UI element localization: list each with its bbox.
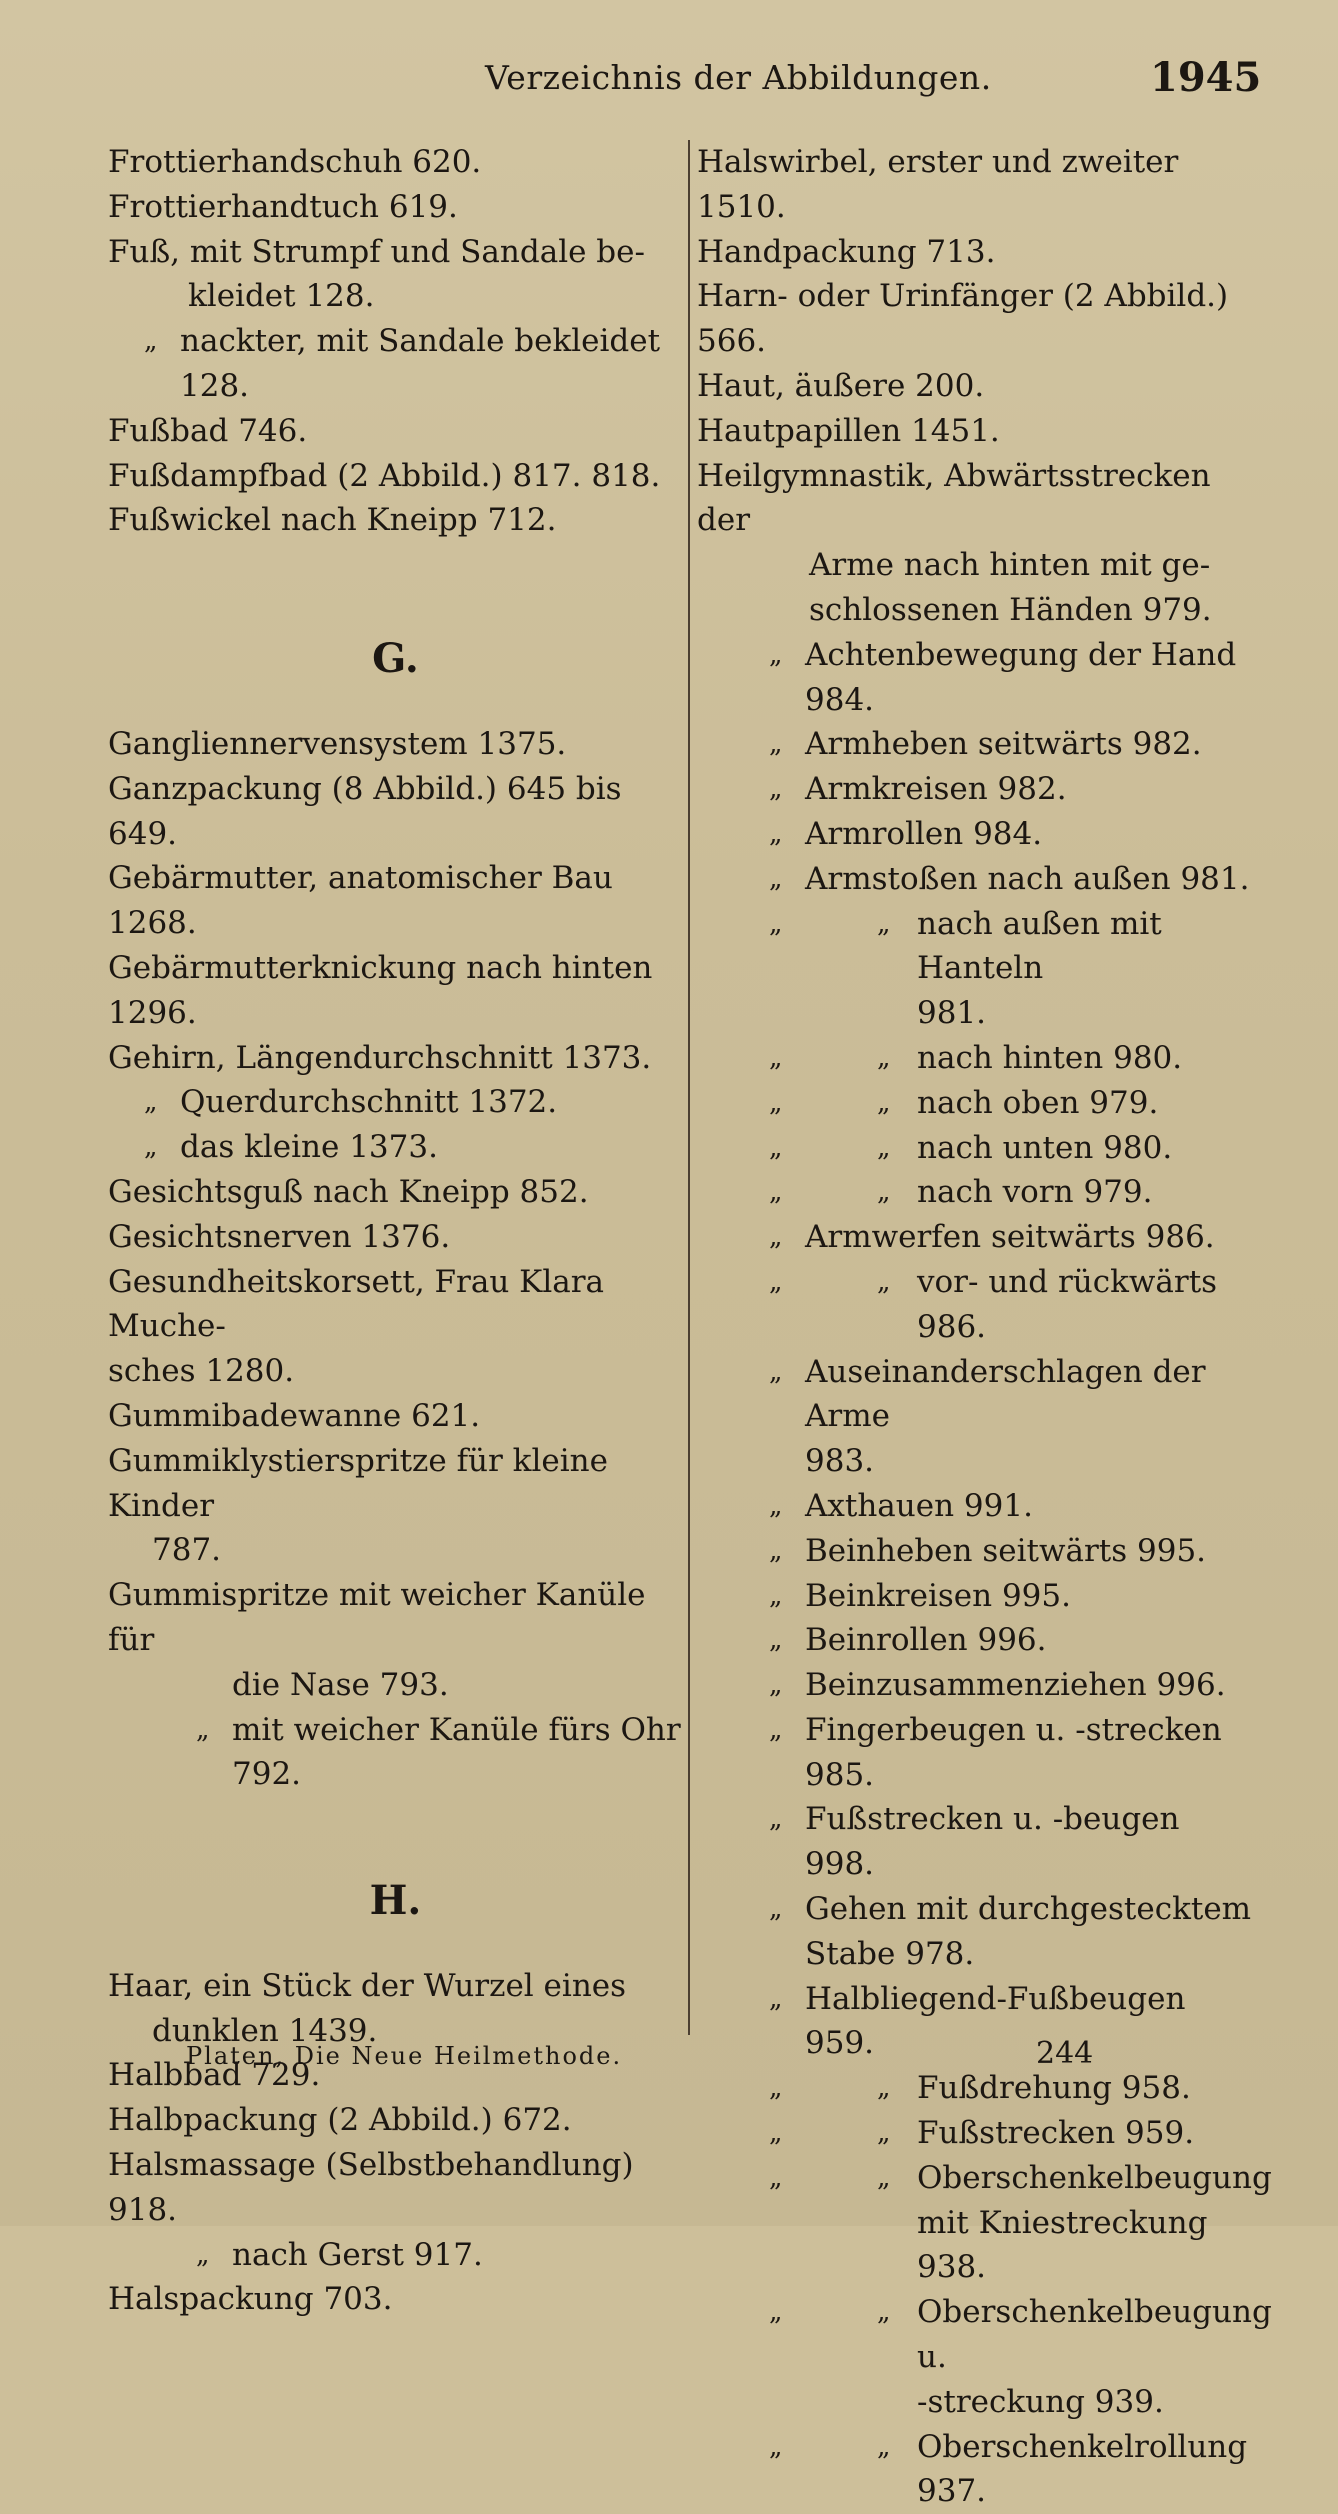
left-column	[108, 140, 683, 2322]
ditto-mark: „	[769, 1535, 783, 1566]
ditto-mark: „	[196, 1714, 210, 1745]
index-subentry: „ Fingerbeugen u. -strecken 985.	[805, 1708, 1252, 1798]
index-subentry: „ „ vor- und rückwärts 986.	[917, 1260, 1252, 1350]
index-subentry: „ „ nach außen mit Hanteln 981.	[917, 902, 1252, 1036]
index-subentry: „ Achtenbewegung der Hand 984.	[805, 633, 1252, 723]
ditto-mark: „	[877, 1042, 891, 1073]
ditto-mark: „	[769, 1625, 783, 1656]
ditto-mark: „	[877, 2073, 891, 2104]
index-subentry: „ Beinrollen 996.	[805, 1618, 1252, 1663]
section-letter-h: H.	[369, 1877, 422, 1925]
index-entry: Gesundheitskorsett, Frau Klara Muche- sches 1280.	[108, 1263, 605, 1390]
index-entry: Harn- oder Urinfänger (2 Abbild.) 566.	[697, 278, 1229, 360]
index-subentry: „ Beinheben seitwärts 995.	[805, 1529, 1252, 1574]
book-imprint: Platen, Die Neue Heilmethode.	[186, 2042, 623, 2070]
index-entry: Halbbad 729.	[108, 2057, 321, 2094]
ditto-mark: „	[144, 1087, 158, 1118]
index-entry: Halbpackung (2 Abbild.) 672.	[108, 2102, 572, 2139]
index-entry: Gummibadewanne 621.	[108, 1397, 481, 1434]
ditto-mark: „	[769, 908, 783, 939]
index-entry: Fußbad 746.	[108, 412, 308, 449]
ditto-mark: „	[769, 818, 783, 849]
index-subentry: „ mit weicher Kanüle fürs Ohr 792.	[232, 1708, 683, 1798]
ditto-mark: „	[144, 326, 158, 357]
section-letter-g: G.	[372, 635, 419, 683]
index-subentry: „ Gehen mit durchgestecktem Stabe 978.	[805, 1887, 1252, 1977]
index-entry: Heilgymnastik, Abwärtsstrecken der Arme nach hinten mit ge- schlossenen Händen 979.	[697, 457, 1212, 628]
index-entry: Gesichtsguß nach Kneipp 852.	[108, 1173, 589, 1210]
ditto-mark: „	[769, 1087, 783, 1118]
index-entry: Gehirn, Längendurchschnitt 1373.	[108, 1039, 652, 1076]
index-entry: Handpackung 713.	[697, 233, 996, 270]
index-subentry: „ „ nach hinten 980.	[917, 1036, 1252, 1081]
ditto-mark: „	[877, 1132, 891, 1163]
page-header	[0, 54, 1338, 108]
index-subentry: „ Halbliegend-Fußbeugen 959.	[805, 1977, 1252, 2067]
index-entry: Gangliennervensystem 1375.	[108, 725, 567, 762]
index-subentry: „ Fußstrecken u. -beugen 998.	[805, 1797, 1252, 1887]
ditto-mark: „	[877, 2297, 891, 2328]
ditto-mark: „	[877, 1177, 891, 1208]
index-subentry: „ Armkreisen 982.	[805, 767, 1252, 812]
ditto-mark: „	[769, 1266, 783, 1297]
ditto-mark: „	[769, 639, 783, 670]
ditto-mark: „	[877, 2431, 891, 2462]
index-subentry: „ Querdurchschnitt 1372.	[180, 1080, 683, 1125]
ditto-mark: „	[769, 2297, 783, 2328]
ditto-mark: „	[196, 2239, 210, 2270]
index-entry: Gebärmutter, anatomischer Bau 1268.	[108, 860, 613, 942]
index-subentry: „ nach Gerst 917.	[232, 2233, 683, 2278]
signature-number: 244	[1036, 2036, 1094, 2071]
ditto-mark: „	[769, 1714, 783, 1745]
ditto-mark: „	[769, 729, 783, 760]
ditto-mark: „	[769, 1670, 783, 1701]
index-entry: Ganzpackung (8 Abbild.) 645 bis 649.	[108, 770, 622, 852]
ditto-mark: „	[769, 774, 783, 805]
ditto-mark: „	[877, 2162, 891, 2193]
column-divider	[688, 140, 690, 2035]
ditto-mark: „	[769, 1177, 783, 1208]
index-entry: Fuß, mit Strumpf und Sandale be- kleidet 128.	[108, 233, 645, 315]
index-entry: Frottierhandschuh 620.	[108, 144, 482, 180]
index-entry: Halspackung 703.	[108, 2281, 393, 2318]
index-subentry: „ Auseinanderschlagen der Arme 983.	[805, 1350, 1252, 1484]
ditto-mark: „	[877, 1087, 891, 1118]
index-subentry: „ Beinzusammenziehen 996.	[805, 1663, 1252, 1708]
ditto-mark: „	[769, 1983, 783, 2014]
index-subentry: „ „ nach oben 979.	[917, 1081, 1252, 1126]
ditto-mark: „	[769, 2073, 783, 2104]
ditto-mark: „	[769, 1894, 783, 1925]
index-entry: Haar, ein Stück der Wurzel eines dunklen 1439.	[108, 1967, 627, 2049]
index-subentry: „ das kleine 1373.	[180, 1125, 683, 1170]
index-subentry: „ „ Oberschenkelrollung 937.	[917, 2425, 1252, 2514]
ditto-mark: „	[144, 1132, 158, 1163]
ditto-mark: „	[769, 2162, 783, 2193]
page-number: 1945	[1150, 54, 1262, 101]
index-subentry: „ „ Fußdrehung 958.	[917, 2066, 1252, 2111]
index-entry: Gesichtsnerven 1376.	[108, 1218, 451, 1255]
ditto-mark: „	[769, 2118, 783, 2149]
ditto-mark: „	[769, 1580, 783, 1611]
index-entry: Gummispritze mit weicher Kanüle für die Nase 793.	[108, 1577, 646, 1703]
ditto-mark: „	[769, 1132, 783, 1163]
index-subentry: „ Armwerfen seitwärts 986.	[805, 1215, 1252, 1260]
index-subentry: „ Beinkreisen 995.	[805, 1574, 1252, 1619]
index-subentry: „ Axthauen 991.	[805, 1484, 1252, 1529]
right-column	[697, 140, 1272, 2514]
index-subentry: „ Armrollen 984.	[805, 812, 1252, 857]
index-subentry: „ „ Oberschenkelbeugung u. -streckung 939.	[917, 2290, 1252, 2424]
ditto-mark: „	[769, 863, 783, 894]
index-entry: Halswirbel, erster und zweiter 1510.	[697, 144, 1179, 225]
running-title: Verzeichnis der Abbildungen.	[485, 58, 992, 97]
ditto-mark: „	[877, 908, 891, 939]
ditto-mark: „	[769, 2431, 783, 2462]
index-entry: Gebärmutterknickung nach hinten 1296.	[108, 949, 653, 1031]
index-entry: Fußwickel nach Kneipp 712.	[108, 502, 557, 539]
index-entry: Halsmassage (Selbstbehandlung) 918.	[108, 2147, 634, 2228]
ditto-mark: „	[769, 1042, 783, 1073]
index-subentry: „ „ Oberschenkelbeugung mit Kniestreckung 938.	[917, 2156, 1252, 2290]
index-entry: Gummiklystierspritze für kleine Kinder 787.	[108, 1442, 608, 1569]
ditto-mark: „	[769, 1356, 783, 1387]
index-entry: Frottierhandtuch 619.	[108, 188, 458, 225]
index-subentry: „ „ Fußstrecken 959.	[917, 2111, 1252, 2156]
ditto-mark: „	[877, 1266, 891, 1297]
ditto-mark: „	[769, 1222, 783, 1253]
index-subentry: „ „ nach unten 980.	[917, 1126, 1252, 1171]
ditto-mark: „	[769, 1804, 783, 1835]
ditto-mark: „	[769, 1490, 783, 1521]
index-entry: Fußdampfbad (2 Abbild.) 817. 818.	[108, 457, 661, 494]
index-subentry: „ Armstoßen nach außen 981.	[805, 857, 1252, 902]
index-subentry: „ „ nach vorn 979.	[917, 1170, 1252, 1215]
index-subentry: „ nackter, mit Sandale bekleidet 128.	[180, 319, 683, 409]
index-subentry: „ Armheben seitwärts 982.	[805, 722, 1252, 767]
index-entry: Hautpapillen 1451.	[697, 412, 1000, 449]
index-entry: Haut, äußere 200.	[697, 367, 985, 404]
ditto-mark: „	[877, 2118, 891, 2149]
